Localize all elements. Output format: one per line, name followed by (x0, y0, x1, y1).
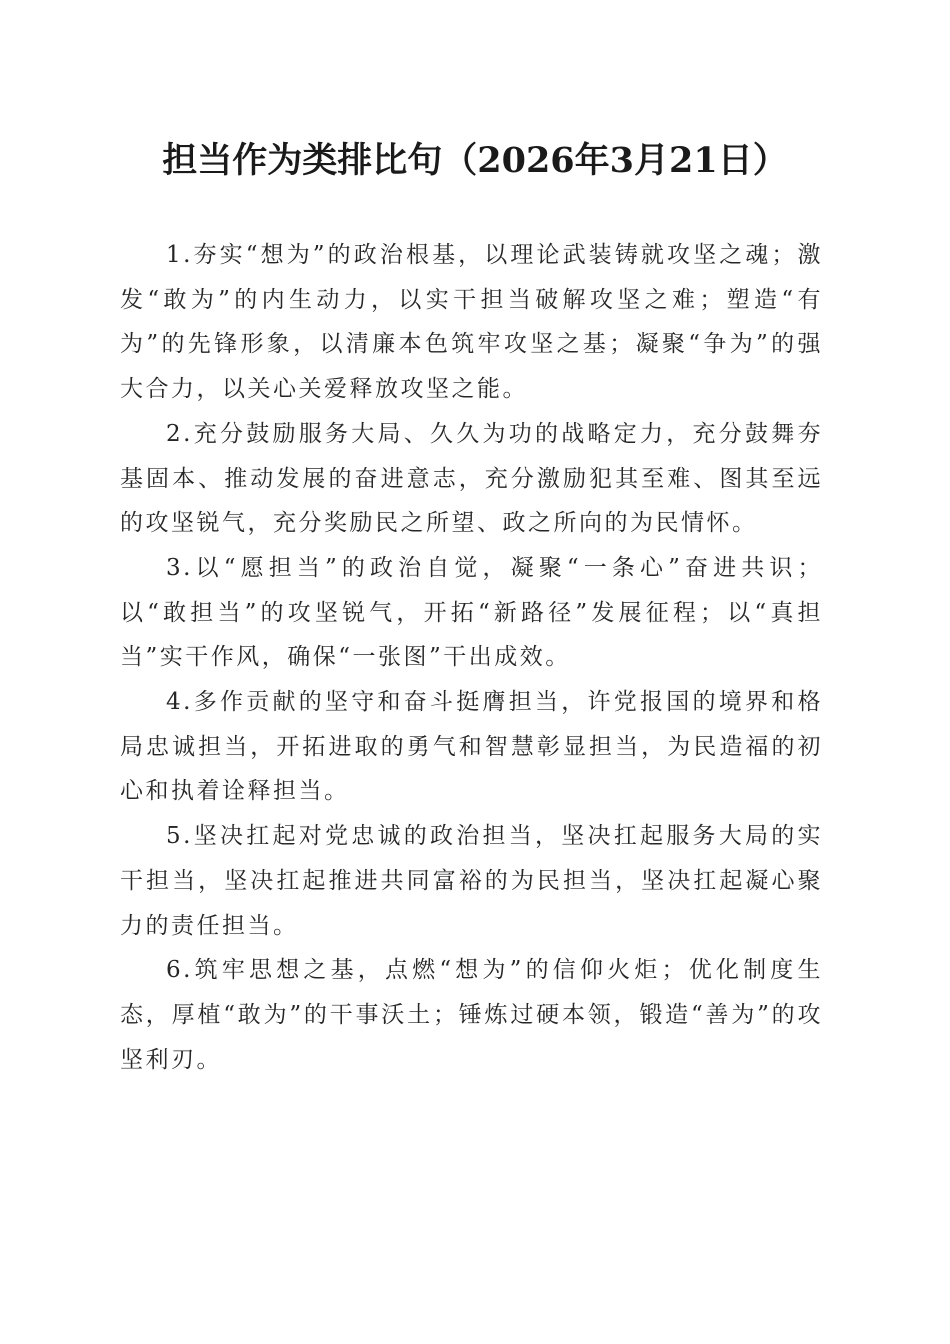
document-body (120, 233, 823, 1082)
paragraph-3: 3.以“愿担当”的政治自觉，凝聚“一条心”奋进共识；以“敢担当”的攻坚锐气，开拓“新路径”发展征程；以“真担当”实干作风，确保“一张图”干出成效。 (120, 554, 823, 671)
paragraph-2: 2.充分鼓励服务大局、久久为功的战略定力，充分鼓舞夯基固本、推动发展的奋进意志，充分激励犯其至难、图其至远的攻坚锐气，充分奖励民之所望、政之所向的为民情怀。 (120, 420, 823, 537)
paragraph-1: 1.夯实“想为”的政治根基，以理论武装铸就攻坚之魂；激发“敢为”的内生动力，以实干担当破解攻坚之难；塑造“有为”的先锋形象，以清廉本色筑牢攻坚之基；凝聚“争为”的强大合力，以关心关爱释放攻坚之能。 (120, 242, 823, 403)
paragraph-5: 5.坚决扛起对党忠诚的政治担当，坚决扛起服务大局的实干担当，坚决扛起推进共同富裕的为民担当，坚决扛起凝心聚力的责任担当。 (120, 823, 823, 939)
paragraph-4: 4.多作贡献的坚守和奋斗挺膺担当，许党报国的境界和格局忠诚担当，开拓进取的勇气和智慧彰显担当，为民造福的初心和执着诠释担当。 (120, 689, 823, 805)
paragraph-6: 6.筑牢思想之基，点燃“想为”的信仰火炬；优化制度生态，厚植“敢为”的干事沃土；锤炼过硬本领，锻造“善为”的攻坚利刃。 (120, 957, 823, 1073)
document-title: 担当作为类排比句（2026年3月21日） (162, 140, 788, 181)
